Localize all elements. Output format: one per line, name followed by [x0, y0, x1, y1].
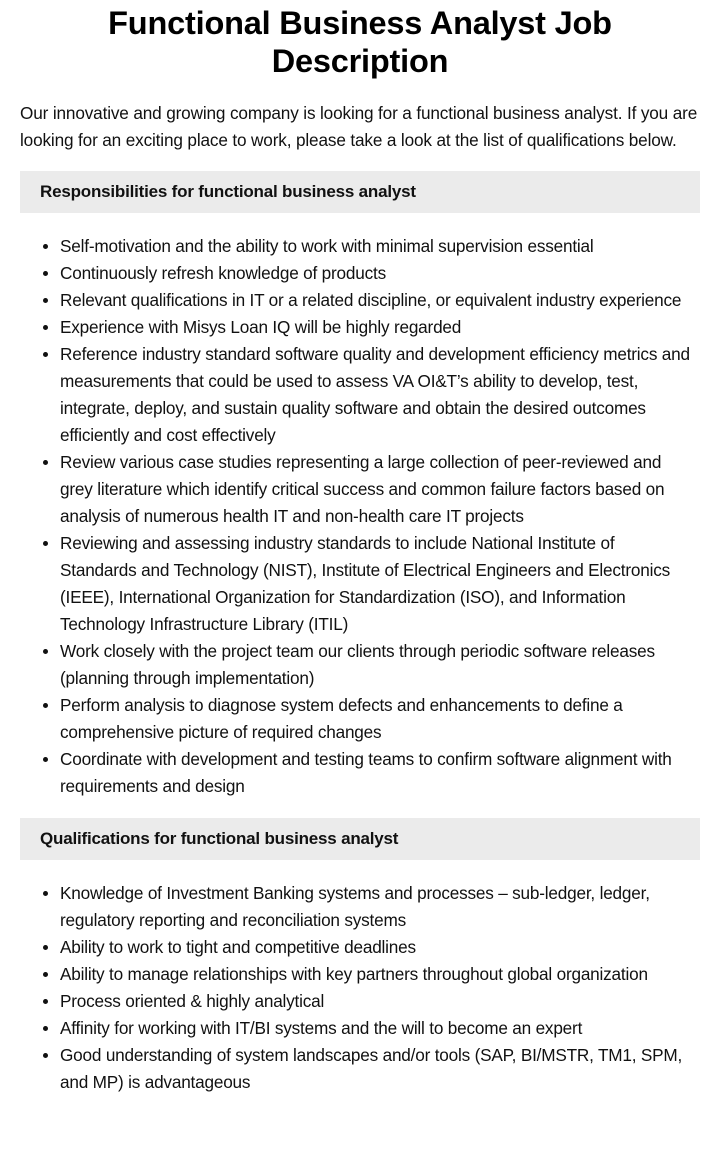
responsibilities-list — [20, 233, 700, 800]
list-item: Affinity for working with IT/BI systems and the will to become an expert — [60, 1015, 700, 1042]
list-item: Perform analysis to diagnose system defects and enhancements to define a comprehensive picture of required changes — [60, 692, 700, 746]
qualifications-list — [20, 880, 700, 1096]
list-item: Experience with Misys Loan IQ will be highly regarded — [60, 314, 700, 341]
list-item: Reviewing and assessing industry standards to include National Institute of Standards and Technology (NIST), Institute of Electrical Engineers and Electronics (IEEE), International Organization for Standardization (ISO), and Information Technology Infrastructure Library (ITIL) — [60, 530, 700, 638]
list-item: Work closely with the project team our clients through periodic software releases (planning through implementation) — [60, 638, 700, 692]
list-item: Review various case studies representing a large collection of peer-reviewed and grey literature which identify critical success and common failure factors based on analysis of numerous health IT and non-health care IT projects — [60, 449, 700, 530]
list-item: Process oriented & highly analytical — [60, 988, 700, 1015]
list-item: Coordinate with development and testing teams to confirm software alignment with requirements and design — [60, 746, 700, 800]
page-title: Functional Business Analyst Job Description — [108, 5, 612, 79]
list-item: Reference industry standard software quality and development efficiency metrics and measurements that could be used to assess VA OI&T’s ability to develop, test, integrate, deploy, and sustain quality software and obtain the desired outcomes efficiently and cost effectively — [60, 341, 700, 449]
list-item: Self-motivation and the ability to work with minimal supervision essential — [60, 233, 700, 260]
list-item: Ability to work to tight and competitive deadlines — [60, 934, 700, 961]
qualifications-section-header: Qualifications for functional business analyst — [20, 818, 700, 860]
intro-paragraph: Our innovative and growing company is looking for a functional business analyst. If you are looking for an exciting place to work, please take a look at the list of qualifications below. — [20, 103, 698, 150]
responsibilities-section-header: Responsibilities for functional business analyst — [20, 171, 700, 213]
list-item: Ability to manage relationships with key partners throughout global organization — [60, 961, 700, 988]
list-item: Relevant qualifications in IT or a related discipline, or equivalent industry experience — [60, 287, 700, 314]
list-item: Knowledge of Investment Banking systems and processes – sub-ledger, ledger, regulatory reporting and reconciliation systems — [60, 880, 700, 934]
list-item: Good understanding of system landscapes and/or tools (SAP, BI/MSTR, TM1, SPM, and MP) is advantageous — [60, 1042, 700, 1096]
list-item: Continuously refresh knowledge of products — [60, 260, 700, 287]
